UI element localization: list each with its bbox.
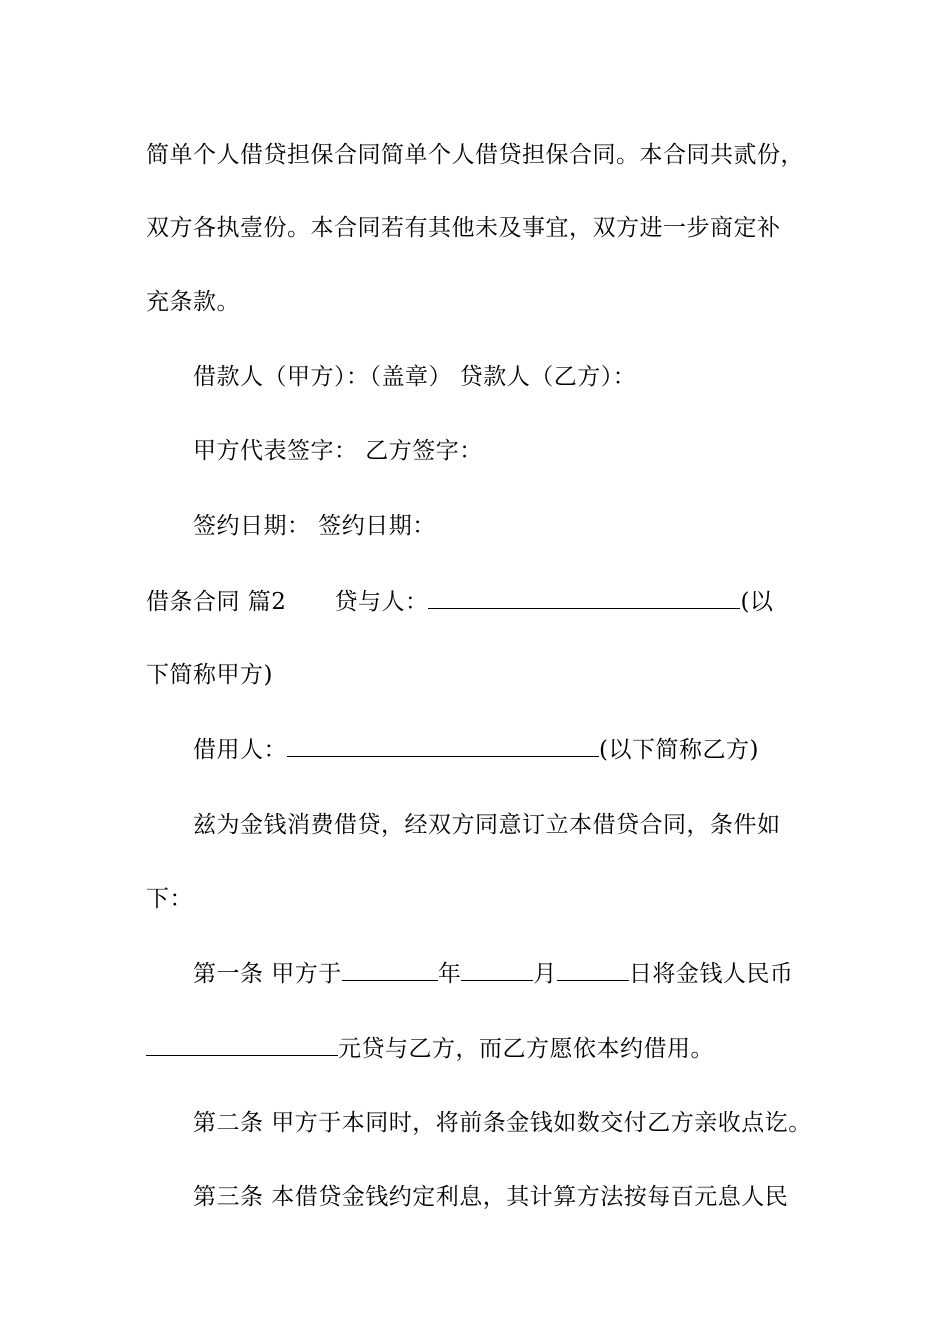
article-one-label: 第一条 甲方于 (193, 961, 342, 987)
amount-line (146, 1033, 714, 1064)
paragraph-line: 下简称甲方) (146, 662, 273, 688)
borrower-label: 借用人： (193, 737, 287, 763)
section-title: 借条合同 篇2 (146, 589, 287, 615)
month-blank (461, 958, 533, 981)
lender-blank (428, 586, 740, 609)
signature-line: 甲方代表签字： 乙方签字： (193, 438, 483, 464)
year-label: 年 (437, 961, 462, 987)
month-label: 月 (533, 961, 557, 987)
lender-suffix: (以 (740, 589, 774, 615)
paragraph-line: 充条款。 (146, 289, 240, 315)
lender-label: 贷与人： (334, 589, 429, 615)
borrower-suffix: (以下简称乙方) (599, 737, 759, 763)
borrower-blank (287, 734, 599, 757)
day-text: 日将金钱人民币 (628, 961, 794, 987)
amount-text: 元贷与乙方，而乙方愿依本约借用。 (338, 1036, 714, 1062)
amount-blank (146, 1033, 338, 1056)
sign-date-line: 签约日期： 签约日期： (193, 513, 436, 539)
article-one-line (193, 958, 793, 989)
borrower-line (193, 734, 759, 765)
paragraph-line: 简单个人借贷担保合同简单个人借贷担保合同。本合同共贰份， (146, 142, 804, 168)
year-blank (342, 958, 438, 981)
article-two-line: 第二条 甲方于本同时，将前条金钱如数交付乙方亲收点讫。 (193, 1110, 812, 1136)
article-three-line: 第三条 本借贷金钱约定利息，其计算方法按每百元息人民 (193, 1184, 789, 1210)
paragraph-line: 兹为金钱消费借贷，经双方同意订立本借贷合同，条件如 (193, 812, 781, 838)
section-heading-line (146, 586, 773, 617)
day-blank (557, 958, 629, 981)
paragraph-line: 下： (146, 886, 193, 912)
paragraph-line: 双方各执壹份。本合同若有其他未及事宜，双方进一步商定补 (146, 215, 781, 241)
borrower-lender-line: 借款人（甲方）：（盖章） 贷款人（乙方）： (193, 364, 637, 390)
